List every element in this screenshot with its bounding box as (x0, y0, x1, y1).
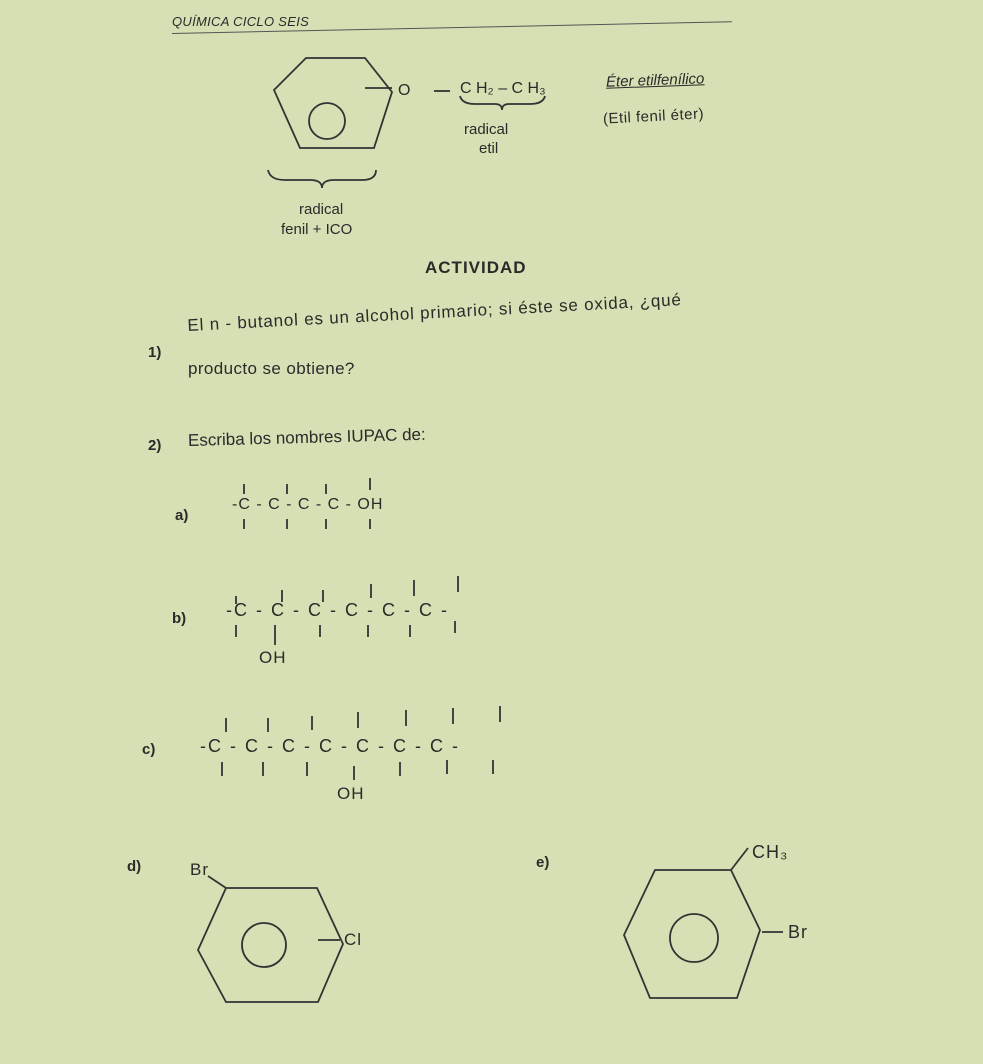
item-e-sub2: Br (788, 922, 808, 942)
ether-radical-phenyl-1: radical (299, 201, 344, 218)
ether-radical-phenyl-2: fenil + ICO (281, 221, 353, 238)
q1-line1: El n - butanol es un alcohol primario; si éste se oxida, ¿qué (186, 290, 683, 336)
item-e-sub1: CH₃ (752, 842, 789, 862)
ether-radical-ethyl-1: radical (464, 121, 509, 138)
ether-name: Éter etilfenílico (605, 70, 705, 91)
item-a-label: a) (175, 507, 189, 524)
item-e-label: e) (536, 854, 550, 871)
item-d-label: d) (127, 858, 142, 875)
item-c-formula: -C - C - C - C - C - C - C - (200, 736, 460, 756)
ether-radical-ethyl-2: etil (479, 140, 499, 157)
q2-number: 2) (148, 437, 162, 454)
item-d-sub2: Cl (344, 930, 363, 949)
ether-alt-name: (Etil fenil éter) (602, 105, 705, 128)
q2-text: Escriba los nombres IUPAC de: (187, 424, 426, 450)
item-b-oh: OH (259, 648, 287, 667)
item-b-formula: -C - C - C - C - C - C - (226, 600, 449, 620)
item-d-sub1: Br (190, 860, 209, 879)
item-b-label: b) (172, 610, 187, 627)
header: QUÍMICA CICLO SEIS (172, 14, 310, 29)
ether-ethyl-formula: C H₂ – C H₃ (460, 80, 546, 97)
item-a-formula: -C - C - C - C - OH (232, 496, 384, 513)
item-c-label: c) (142, 741, 156, 758)
ring-e (624, 848, 783, 998)
ether-oxygen-label: O (398, 82, 411, 99)
q1-number: 1) (148, 344, 162, 361)
ring-d (198, 876, 343, 1002)
activity-title: ACTIVIDAD (425, 258, 527, 277)
q1-line2: producto se obtiene? (188, 359, 355, 378)
item-c-oh: OH (337, 784, 365, 803)
